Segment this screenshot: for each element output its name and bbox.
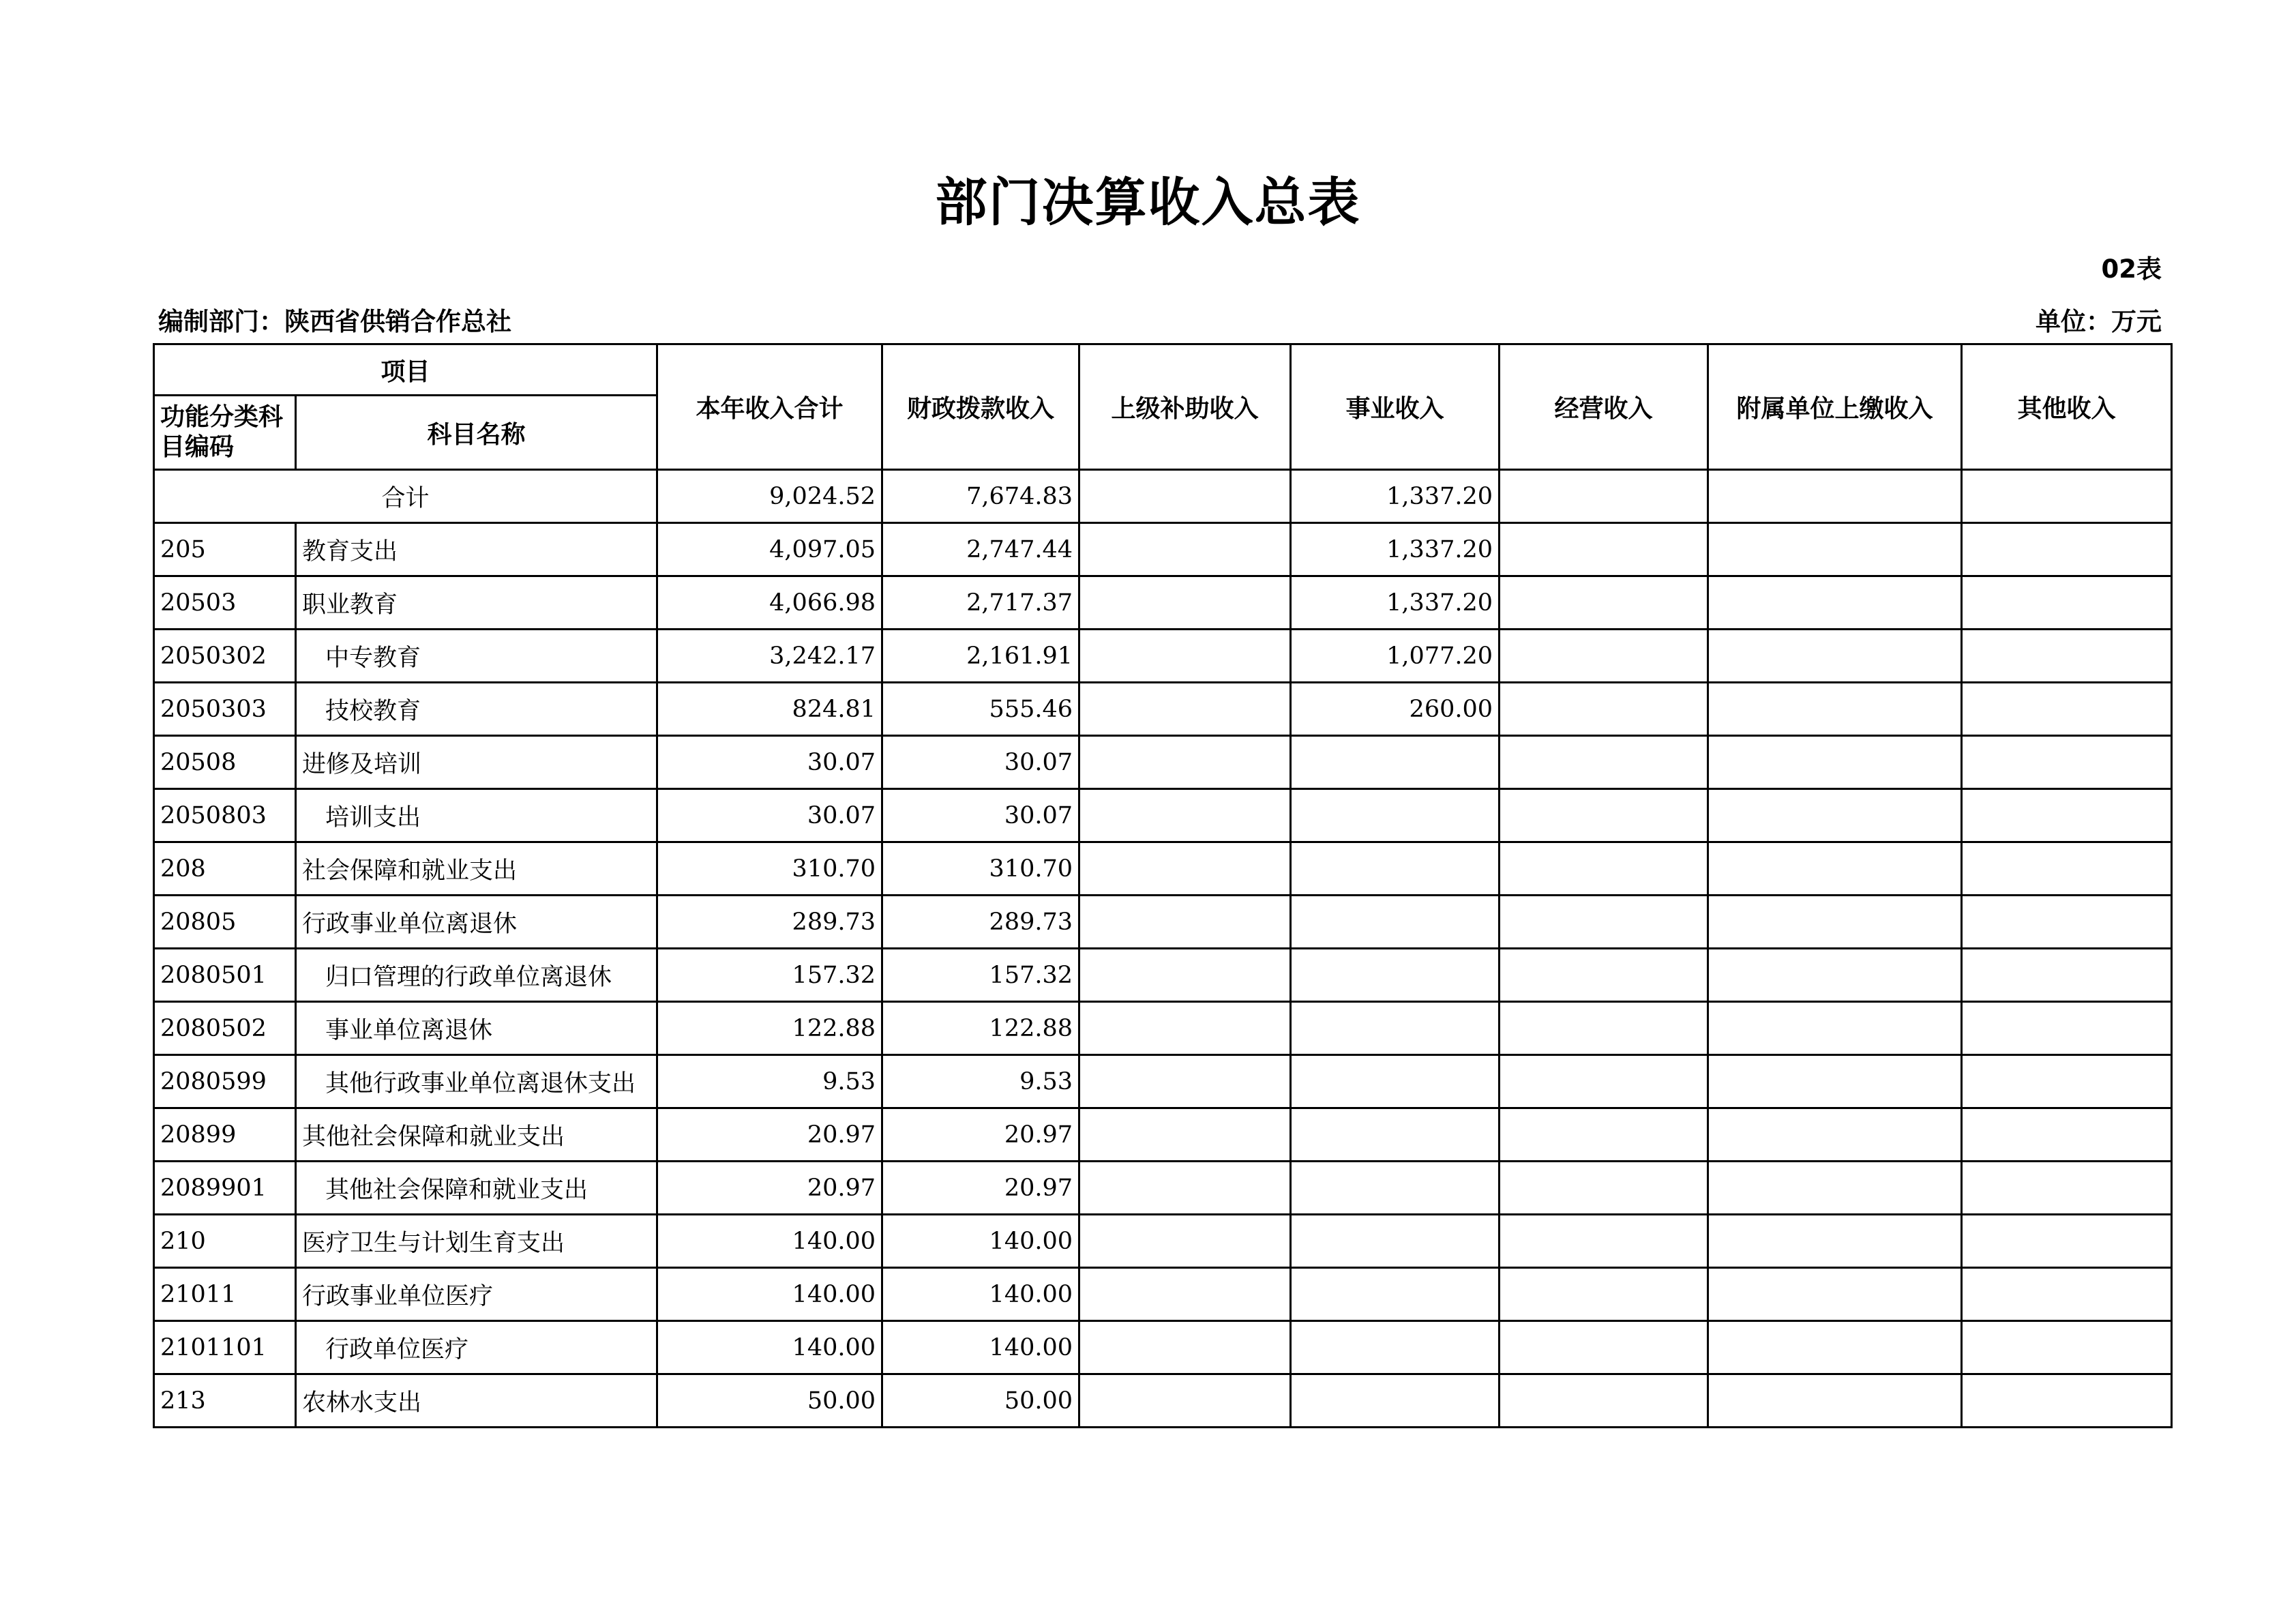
name-cell: 归口管理的行政单位离退休	[296, 949, 657, 1002]
total-label: 合计	[154, 470, 657, 523]
fiscal-cell: 30.07	[882, 736, 1079, 789]
total-cell: 30.07	[657, 736, 882, 789]
other-cell	[1962, 523, 2172, 576]
business-cell	[1291, 1374, 1500, 1428]
header-name: 科目名称	[296, 396, 657, 470]
fiscal-cell: 157.32	[882, 949, 1079, 1002]
table-row	[154, 1374, 2172, 1428]
table-row	[154, 576, 2172, 630]
upper-subsidy-cell	[1079, 1108, 1291, 1162]
code-cell: 21011	[154, 1268, 296, 1321]
name-cell: 其他社会保障和就业支出	[296, 1162, 657, 1215]
table-row	[154, 1162, 2172, 1215]
table-row	[154, 630, 2172, 683]
total-cell: 20.97	[657, 1162, 882, 1215]
business-cell	[1291, 842, 1500, 896]
affiliate-cell	[1708, 470, 1962, 523]
business-cell	[1291, 1321, 1500, 1374]
table-row	[154, 736, 2172, 789]
income-summary-table	[153, 343, 2173, 1428]
total-cell: 824.81	[657, 683, 882, 736]
name-cell: 进修及培训	[296, 736, 657, 789]
fiscal-cell: 50.00	[882, 1374, 1079, 1428]
code-cell: 20899	[154, 1108, 296, 1162]
name-cell: 培训支出	[296, 789, 657, 842]
upper-subsidy-cell	[1079, 630, 1291, 683]
other-cell	[1962, 470, 2172, 523]
operating-cell	[1500, 1108, 1708, 1162]
operating-cell	[1500, 1055, 1708, 1108]
operating-cell	[1500, 1374, 1708, 1428]
affiliate-cell	[1708, 1002, 1962, 1055]
code-cell: 205	[154, 523, 296, 576]
business-cell	[1291, 1215, 1500, 1268]
name-cell: 行政单位医疗	[296, 1321, 657, 1374]
compiling-department: 编制部门：陕西省供销合作总社	[158, 307, 511, 336]
fiscal-cell: 140.00	[882, 1321, 1079, 1374]
table-row	[154, 1002, 2172, 1055]
header-fiscal: 财政拨款收入	[882, 344, 1079, 470]
header-upper-subsidy: 上级补助收入	[1079, 344, 1291, 470]
code-cell: 210	[154, 1215, 296, 1268]
name-cell: 其他行政事业单位离退休支出	[296, 1055, 657, 1108]
code-cell: 2080599	[154, 1055, 296, 1108]
operating-cell	[1500, 1162, 1708, 1215]
name-cell: 医疗卫生与计划生育支出	[296, 1215, 657, 1268]
business-cell: 1,077.20	[1291, 630, 1500, 683]
operating-cell	[1500, 1002, 1708, 1055]
upper-subsidy-cell	[1079, 523, 1291, 576]
upper-subsidy-cell	[1079, 789, 1291, 842]
operating-cell	[1500, 896, 1708, 949]
other-cell	[1962, 1162, 2172, 1215]
table-row	[154, 1268, 2172, 1321]
upper-subsidy-cell	[1079, 1215, 1291, 1268]
unit-label: 单位：万元	[2036, 307, 2162, 336]
other-cell	[1962, 1108, 2172, 1162]
other-cell	[1962, 1215, 2172, 1268]
header-other: 其他收入	[1962, 344, 2172, 470]
total-cell: 140.00	[657, 1215, 882, 1268]
total-cell: 4,097.05	[657, 523, 882, 576]
header-business: 事业收入	[1291, 344, 1500, 470]
code-cell: 2089901	[154, 1162, 296, 1215]
name-cell: 社会保障和就业支出	[296, 842, 657, 896]
code-cell: 208	[154, 842, 296, 896]
table-row	[154, 896, 2172, 949]
table-row	[154, 1321, 2172, 1374]
header-code: 功能分类科目编码	[154, 396, 296, 470]
table-row	[154, 523, 2172, 576]
upper-subsidy-cell	[1079, 1268, 1291, 1321]
operating-cell	[1500, 1321, 1708, 1374]
name-cell: 行政事业单位离退休	[296, 896, 657, 949]
total-cell: 122.88	[657, 1002, 882, 1055]
affiliate-cell	[1708, 896, 1962, 949]
other-cell	[1962, 576, 2172, 630]
fiscal-cell: 20.97	[882, 1108, 1079, 1162]
business-cell: 1,337.20	[1291, 576, 1500, 630]
operating-cell	[1500, 1215, 1708, 1268]
fiscal-cell: 555.46	[882, 683, 1079, 736]
total-cell: 50.00	[657, 1374, 882, 1428]
table-row	[154, 1108, 2172, 1162]
other-cell	[1962, 1374, 2172, 1428]
total-cell: 310.70	[657, 842, 882, 896]
business-cell	[1291, 736, 1500, 789]
affiliate-cell	[1708, 683, 1962, 736]
other-cell	[1962, 949, 2172, 1002]
code-cell: 2050303	[154, 683, 296, 736]
upper-subsidy-cell	[1079, 842, 1291, 896]
affiliate-cell	[1708, 523, 1962, 576]
fiscal-cell: 30.07	[882, 789, 1079, 842]
affiliate-cell	[1708, 1108, 1962, 1162]
upper-subsidy-cell	[1079, 949, 1291, 1002]
upper-subsidy-cell	[1079, 896, 1291, 949]
name-cell: 农林水支出	[296, 1374, 657, 1428]
affiliate-cell	[1708, 949, 1962, 1002]
total-cell: 30.07	[657, 789, 882, 842]
total-cell: 20.97	[657, 1108, 882, 1162]
business-cell	[1291, 896, 1500, 949]
other-cell	[1962, 842, 2172, 896]
affiliate-cell	[1708, 1374, 1962, 1428]
business-cell	[1291, 789, 1500, 842]
upper-subsidy-cell	[1079, 683, 1291, 736]
name-cell: 行政事业单位医疗	[296, 1268, 657, 1321]
affiliate-cell	[1708, 736, 1962, 789]
fiscal-cell: 310.70	[882, 842, 1079, 896]
other-cell	[1962, 736, 2172, 789]
operating-cell	[1500, 630, 1708, 683]
affiliate-cell	[1708, 1055, 1962, 1108]
upper-subsidy-cell	[1079, 576, 1291, 630]
operating-cell	[1500, 1268, 1708, 1321]
fiscal-cell: 122.88	[882, 1002, 1079, 1055]
fiscal-cell: 2,747.44	[882, 523, 1079, 576]
affiliate-cell	[1708, 1321, 1962, 1374]
total-cell: 140.00	[657, 1321, 882, 1374]
operating-cell	[1500, 842, 1708, 896]
upper-subsidy-cell	[1079, 470, 1291, 523]
fiscal-cell: 2,717.37	[882, 576, 1079, 630]
code-cell: 2050803	[154, 789, 296, 842]
operating-cell	[1500, 949, 1708, 1002]
upper-subsidy-cell	[1079, 1374, 1291, 1428]
fiscal-cell: 7,674.83	[882, 470, 1079, 523]
other-cell	[1962, 630, 2172, 683]
other-cell	[1962, 1055, 2172, 1108]
affiliate-cell	[1708, 630, 1962, 683]
other-cell	[1962, 1321, 2172, 1374]
upper-subsidy-cell	[1079, 1002, 1291, 1055]
code-cell: 213	[154, 1374, 296, 1428]
business-cell	[1291, 1108, 1500, 1162]
fiscal-cell: 140.00	[882, 1268, 1079, 1321]
other-cell	[1962, 896, 2172, 949]
other-cell	[1962, 789, 2172, 842]
code-cell: 20503	[154, 576, 296, 630]
header-item: 项目	[154, 344, 657, 396]
name-cell: 中专教育	[296, 630, 657, 683]
name-cell: 技校教育	[296, 683, 657, 736]
header-affiliate: 附属单位上缴收入	[1708, 344, 1962, 470]
upper-subsidy-cell	[1079, 736, 1291, 789]
business-cell: 1,337.20	[1291, 523, 1500, 576]
affiliate-cell	[1708, 1215, 1962, 1268]
business-cell	[1291, 1002, 1500, 1055]
header-operating: 经营收入	[1500, 344, 1708, 470]
code-cell: 2080501	[154, 949, 296, 1002]
operating-cell	[1500, 576, 1708, 630]
name-cell: 其他社会保障和就业支出	[296, 1108, 657, 1162]
name-cell: 事业单位离退休	[296, 1002, 657, 1055]
total-row	[154, 470, 2172, 523]
name-cell: 职业教育	[296, 576, 657, 630]
affiliate-cell	[1708, 842, 1962, 896]
total-cell: 4,066.98	[657, 576, 882, 630]
upper-subsidy-cell	[1079, 1162, 1291, 1215]
total-cell: 9,024.52	[657, 470, 882, 523]
table-row	[154, 842, 2172, 896]
code-cell: 20508	[154, 736, 296, 789]
fiscal-cell: 2,161.91	[882, 630, 1079, 683]
affiliate-cell	[1708, 1162, 1962, 1215]
total-cell: 157.32	[657, 949, 882, 1002]
fiscal-cell: 140.00	[882, 1215, 1079, 1268]
name-cell: 教育支出	[296, 523, 657, 576]
code-cell: 2101101	[154, 1321, 296, 1374]
operating-cell	[1500, 736, 1708, 789]
upper-subsidy-cell	[1079, 1321, 1291, 1374]
affiliate-cell	[1708, 576, 1962, 630]
other-cell	[1962, 1002, 2172, 1055]
total-cell: 140.00	[657, 1268, 882, 1321]
header-total: 本年收入合计	[657, 344, 882, 470]
operating-cell	[1500, 789, 1708, 842]
code-cell: 20805	[154, 896, 296, 949]
table-number: 02表	[2101, 254, 2162, 284]
code-cell: 2080502	[154, 1002, 296, 1055]
upper-subsidy-cell	[1079, 1055, 1291, 1108]
operating-cell	[1500, 523, 1708, 576]
business-cell	[1291, 1268, 1500, 1321]
fiscal-cell: 20.97	[882, 1162, 1079, 1215]
table-row	[154, 949, 2172, 1002]
operating-cell	[1500, 470, 1708, 523]
affiliate-cell	[1708, 789, 1962, 842]
other-cell	[1962, 1268, 2172, 1321]
business-cell	[1291, 1162, 1500, 1215]
other-cell	[1962, 683, 2172, 736]
table-row	[154, 789, 2172, 842]
total-cell: 289.73	[657, 896, 882, 949]
business-cell	[1291, 949, 1500, 1002]
total-cell: 3,242.17	[657, 630, 882, 683]
fiscal-cell: 9.53	[882, 1055, 1079, 1108]
table-row	[154, 1055, 2172, 1108]
business-cell: 1,337.20	[1291, 470, 1500, 523]
table-row	[154, 1215, 2172, 1268]
operating-cell	[1500, 683, 1708, 736]
business-cell	[1291, 1055, 1500, 1108]
affiliate-cell	[1708, 1268, 1962, 1321]
code-cell: 2050302	[154, 630, 296, 683]
total-cell: 9.53	[657, 1055, 882, 1108]
page-title: 部门决算收入总表	[935, 172, 1361, 233]
fiscal-cell: 289.73	[882, 896, 1079, 949]
table-row	[154, 683, 2172, 736]
business-cell: 260.00	[1291, 683, 1500, 736]
